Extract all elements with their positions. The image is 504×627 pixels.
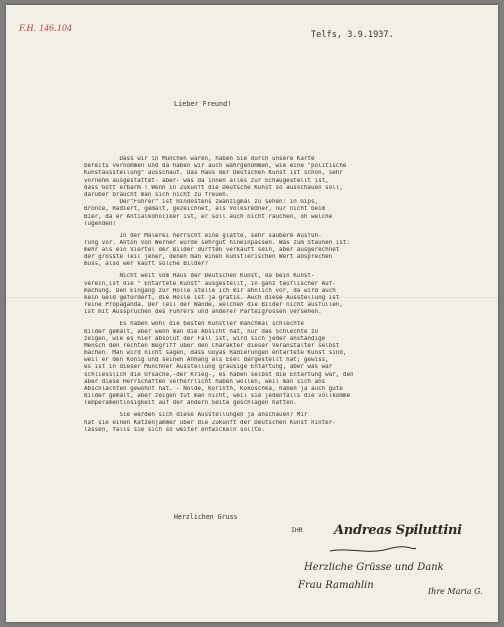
body-line: machung. Den Eingang zur Hölle stelle ich mir ähnlich vor, da wird auch	[84, 287, 336, 294]
body-line: Sie werden sich diese Ausstellungen ja anschauen? Mir	[84, 412, 308, 419]
body-line: aber diese Herrschaften verherrlicht haben wollen, weil man sich ans	[84, 378, 326, 385]
body-line: Temperamentlosigkeit auf der andern Seite geschlagen hätten.	[84, 400, 297, 407]
sign-off: IHR	[291, 526, 303, 534]
body-line: kein Geld gefordert, die Hölle ist ja gratis. Auch diese Ausstellung ist	[84, 294, 340, 301]
body-line: muss, also wer kauft solche Bilder?	[84, 261, 209, 268]
body-line: weil er den König und seinen Anhang als Esel dargestellt hat; gewiss,	[84, 357, 329, 364]
body-line: Tugenden!	[84, 220, 116, 227]
body-line: hat sie einen Katzenjammer über die Zukunft der Deutschen Kunst hinter-	[84, 419, 336, 426]
body-line: Dass wir in München waren, haben Sie durch unsere Karte	[84, 156, 315, 162]
body-line: mehr als ein Viertel der Bilder dürften verkauft sein, aber ausgerechnet	[84, 247, 340, 254]
body-line: machen. Man wird nicht sagen, dass Goyas Radierungen entartete Kunst sind,	[84, 350, 347, 357]
letter-page	[6, 5, 498, 622]
body-line: schliesslich die Ursache,-der Krieg-, es haben selbst die Entartung war, den	[84, 371, 354, 378]
place-date: Telfs, 3.9.1937.	[311, 30, 394, 40]
body-line: Der"Führer" ist mindestens zwanzigmal zu sehen: in Gips,	[84, 199, 319, 206]
body-line: Bier, da er Antialkoholiker ist, er soll auch nicht rauchen, oh welche	[84, 213, 333, 220]
body-line: reine Propaganda. Der Teil der Wände, welchen die Bilder nicht ausfüllen,	[84, 302, 343, 309]
body-line: dass Gott erbarm ! Wenn in Zukunft die Deutsche Kunst so ausschauen soll,	[84, 184, 343, 191]
body-line: ist mit Aussprüchen des Führers und anderer Parteigrössen versehen.	[84, 309, 322, 316]
body-line: In der Malerei herrscht eine glatte, sehr saubere Ausfüh-	[84, 232, 322, 239]
signature-underline	[328, 545, 418, 557]
body-line: der grösste Teil jener, denen man einen künstlerischen Wert absprechen	[84, 254, 333, 261]
body-line: lassen, falls sie sich so weiter entwickeln sollte.	[84, 426, 265, 433]
body-line: es ist in dieser Münchner Ausstellung grausige Entartung, aber was war	[84, 364, 333, 371]
body-line: Abschlachten gewöhnt hat. - Nolde, Korinth, Kokoschka, haben ja auch gute	[84, 386, 343, 393]
body-line: verein,ist die " Entartete Kunst" ausgestellt, in ganz teuflischer Auf-	[84, 280, 336, 287]
body-line: Kunstausstellung" ausschaut. Das Haus der Deutschen Kunst ist schön, sehr	[84, 170, 343, 177]
body-line: darüber braucht man sich nicht zu freuen.	[84, 191, 230, 198]
salutation: Lieber Freund!	[174, 100, 232, 108]
body-line: Mensch den rechten Begriff über den Charakter dieser Veranstalter selbst	[84, 342, 340, 349]
body-line: vornehm ausgestattet- aber- was da innen alles zur Schaugestellt ist,	[84, 177, 329, 184]
body-line: zeigen, wie es hier absolut der Fall ist, wird sich jeder anständige	[84, 335, 326, 342]
handwritten-line-2: Frau Ramahlin	[298, 580, 374, 591]
handwritten-line-3: Ihre Maria G.	[428, 587, 483, 596]
body-line: Es haben wohl die besten Künstler manchmal schlechte	[84, 321, 304, 328]
letter-body	[84, 156, 486, 434]
body-line: Bronce, Radiert, gemalt, gezeichnet, als Volksredner, nur nicht beim	[84, 206, 326, 213]
handwritten-line-1: Herzliche Grüsse und Dank	[304, 562, 444, 573]
body-line: bereits vernommen und da haben wir auch wahrgenommen, wie eine "politische	[84, 163, 347, 170]
body-line: rung vor. Anton von Werner würde sehrgut hineinpassen. Was zum Staunen ist:	[84, 239, 350, 246]
body-line: Bilder gemalt, aber wenn man die Absicht hat, nur das Schlechte zu	[84, 328, 319, 335]
body-line: Bilder gemalt, aber zeigen tut man nicht, weil sie jedenfalls die vollkomme	[84, 393, 350, 400]
body-line: Nicht weit vom Haus der Deutschen Kunst, da bein Kunst-	[84, 273, 315, 280]
closing: Herzlichen Gruss	[174, 513, 238, 521]
signature: Andreas Spiluttini	[334, 523, 462, 538]
archive-reference: F.H. 146.104	[19, 24, 73, 34]
